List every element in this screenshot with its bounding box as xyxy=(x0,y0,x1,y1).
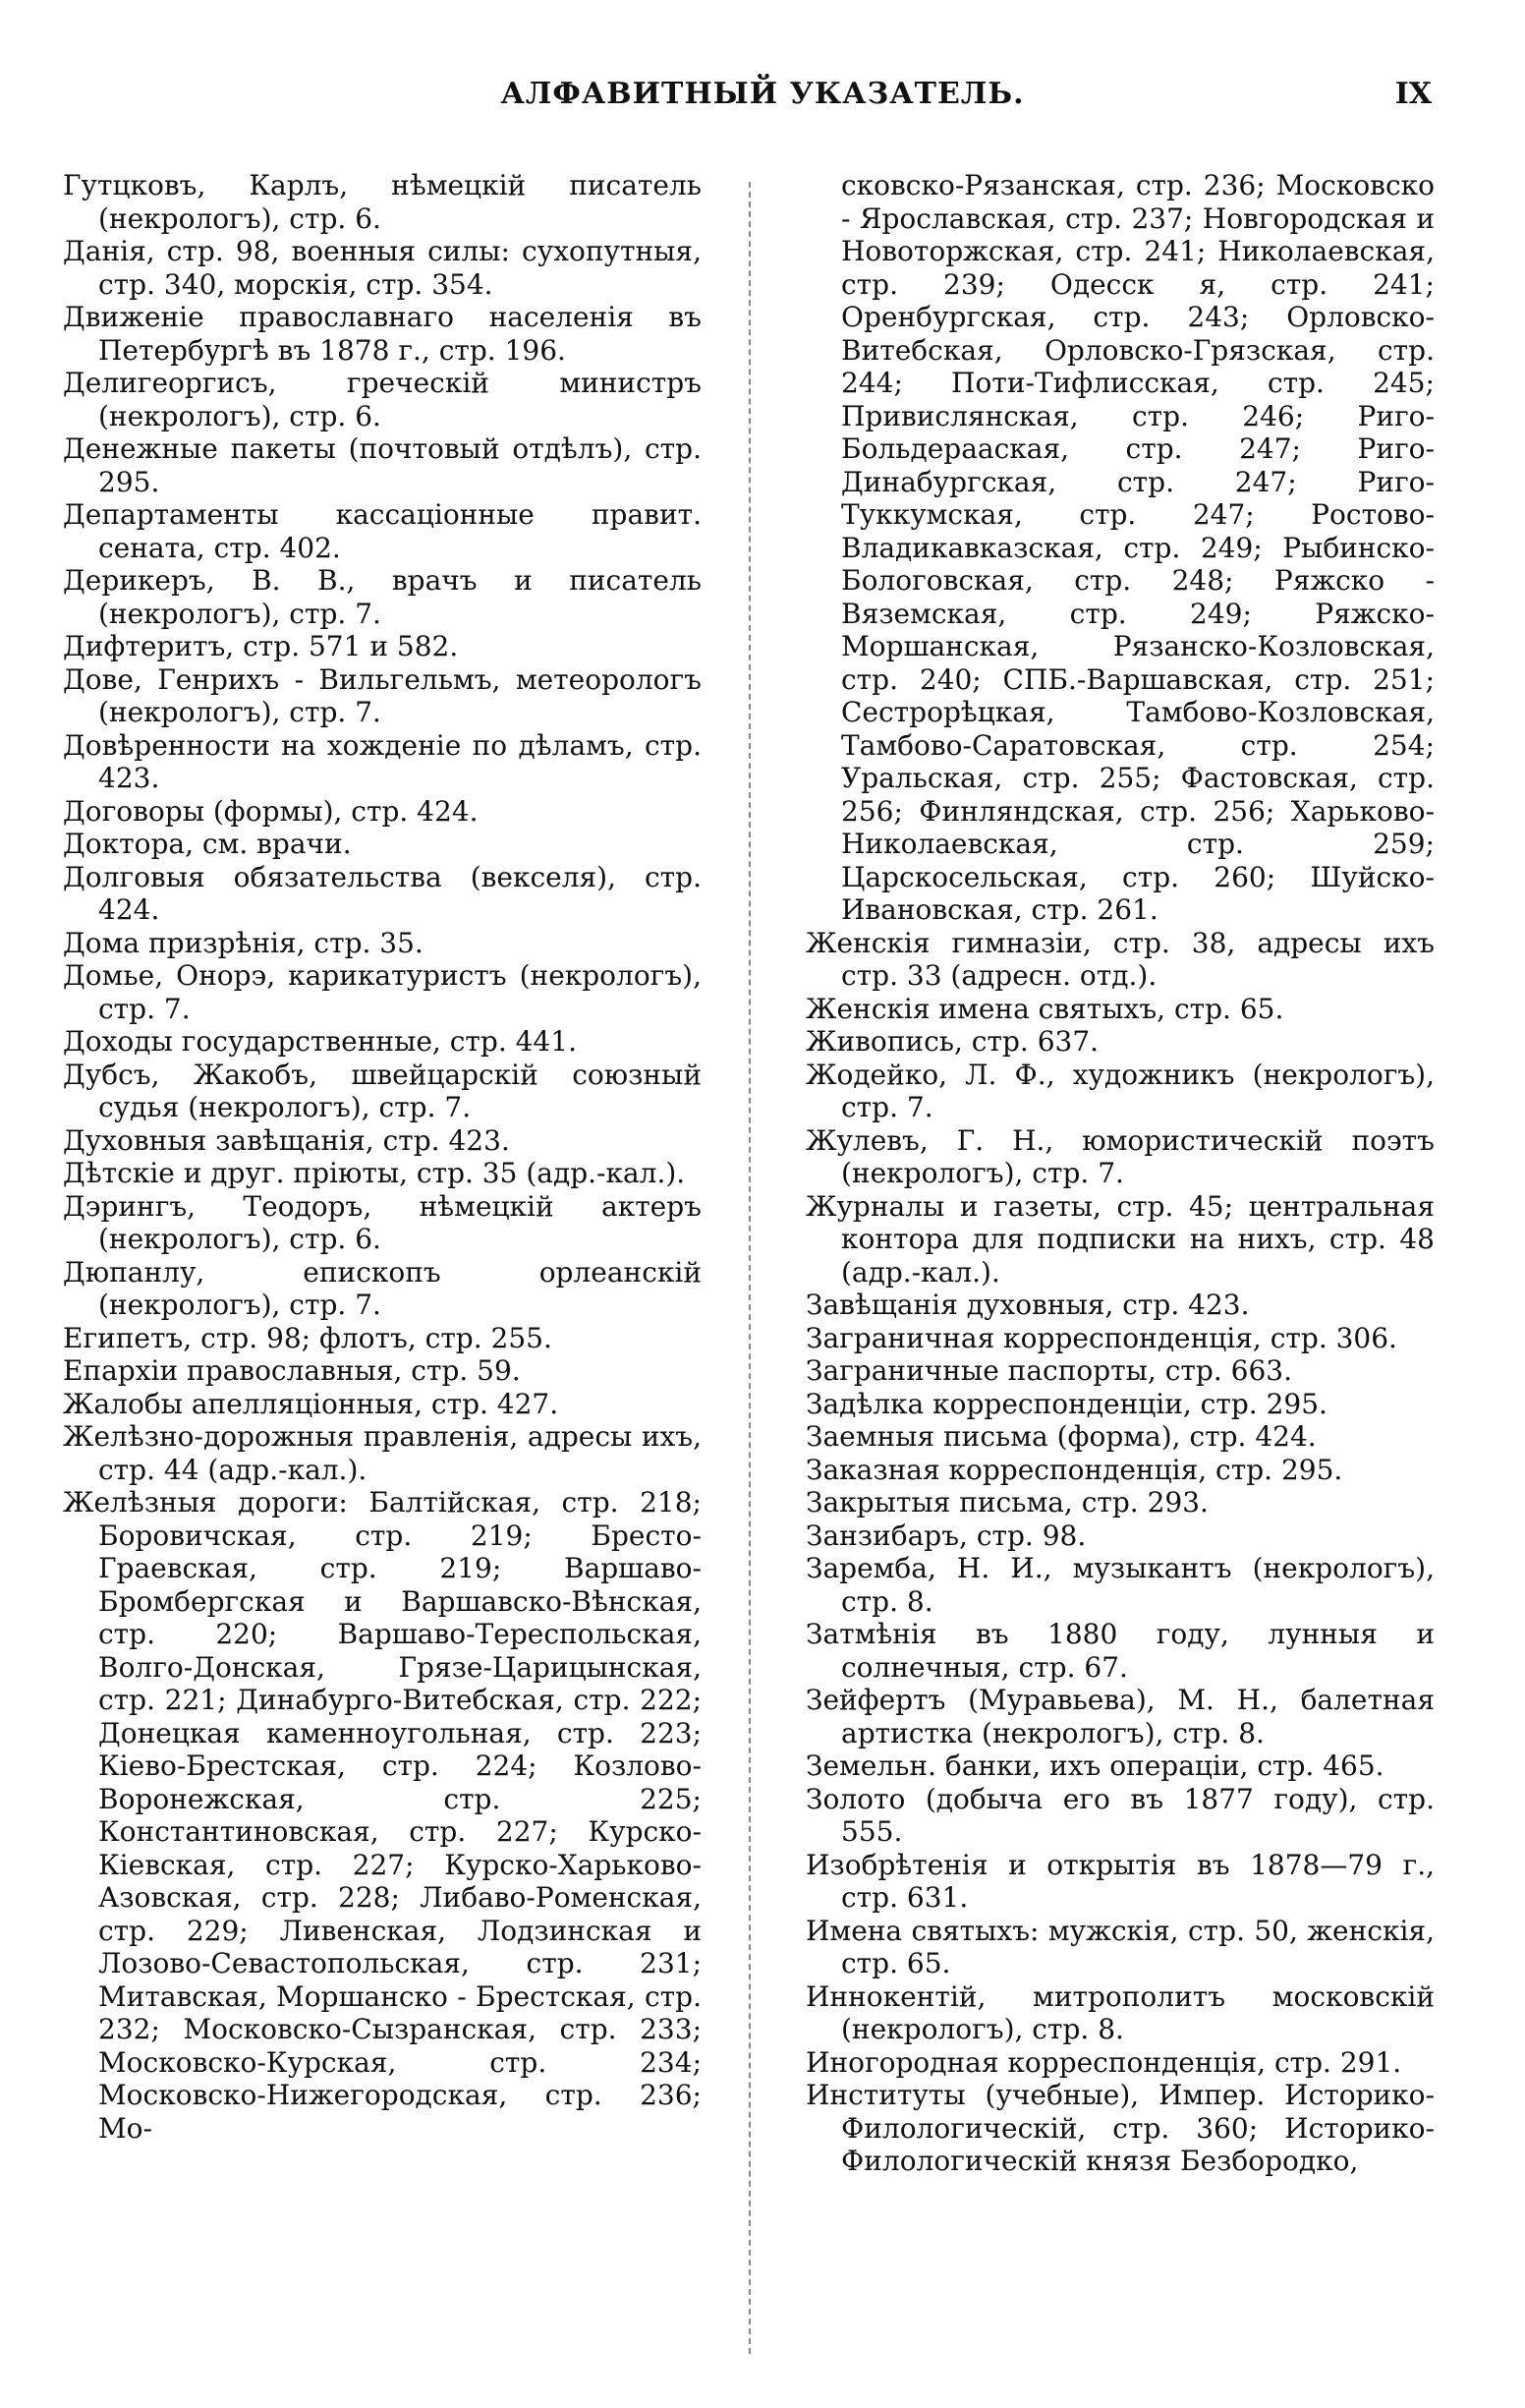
index-entry: Изобрѣтенія и открытія въ 1878—79 г., стр. 631. xyxy=(806,1848,1435,1914)
left-column xyxy=(63,169,702,2145)
page-title: АЛФАВИТНЫЙ УКАЗАТЕЛЬ. xyxy=(500,77,1025,111)
index-entry: Гутцковъ, Карлъ, нѣмецкій писатель (некрологъ), стр. 6. xyxy=(63,169,702,235)
index-entry: Земельн. банки, ихъ операціи, стр. 465. xyxy=(806,1749,1384,1782)
index-entry: Институты (учебные), Импер. Историко-Филологическій, стр. 360; Историко-Филологическій князя Безбородко, xyxy=(806,2079,1435,2177)
index-entry: Журналы и газеты, стр. 45; центральная контора для подписки на нихъ, стр. 48 (адр.-кал.). xyxy=(806,1189,1435,1289)
index-entry: Жалобы апелляціонныя, стр. 427. xyxy=(63,1387,559,1420)
index-entry: Занзибаръ, стр. 98. xyxy=(806,1519,1087,1552)
index-entry: Дове, Генрихъ - Вильгельмъ, метеорологъ (некрологъ), стр. 7. xyxy=(63,662,702,728)
index-entry: Заремба, Н. И., музыкантъ (некрологъ), стр. 8. xyxy=(806,1552,1435,1618)
index-entry: Дѣтскіе и друг. пріюты, стр. 35 (адр.-кал.). xyxy=(63,1157,686,1189)
index-entry: Движеніе православнаго населенія въ Петербургѣ въ 1878 г., стр. 196. xyxy=(63,301,702,367)
index-entry: Зейфертъ (Муравьева), М. Н., балетная артистка (некрологъ), стр. 8. xyxy=(806,1684,1435,1749)
index-entry: Имена святыхъ: мужскія, стр. 50, женскія, стр. 65. xyxy=(806,1914,1435,1979)
index-entry: Дубсъ, Жакобъ, швейцарскій союзный судья (некрологъ), стр. 7. xyxy=(63,1058,702,1123)
index-entry: Желѣзныя дороги: Балтійская, стр. 218; Боровичская, стр. 219; Бресто-Граевская, стр. 219; Варшаво-Бромбергская и Варшавско-Вѣнская, стр. 220; Варшаво-Тереспольская, Волго-Донская, Грязе-Царицынская, стр. 221; Динабурго-Витебская, стр. 222; Донецкая каменноугольная, стр. 223; Кіево-Брестская, стр. 224; Козлово-Воронежская, стр. 225; Константиновская, стр. 227; Курско-Кіевская, стр. 227; Курско-Харьково-Азовская, стр. 228; Либаво-Роменская, стр. 229; Ливенская, Лодзинская и Лозово-Севастопольская, стр. 231; Митавская, Моршанско - Брестская, стр. 232; Московско-Сызранская, стр. 233; Московско-Курская, стр. 234; Московско-Нижегородская, стр. 236; Мо- xyxy=(63,1486,702,2145)
index-entry: Дома призрѣнія, стр. 35. xyxy=(63,926,424,959)
index-entry: Живопись, стр. 637. xyxy=(806,1025,1100,1058)
index-entry: Египетъ, стр. 98; флотъ, стр. 255. xyxy=(63,1321,552,1354)
index-entry: Договоры (формы), стр. 424. xyxy=(63,794,479,828)
index-entry: Затмѣнія въ 1880 году, лунныя и солнечныя, стр. 67. xyxy=(806,1618,1435,1684)
index-entry: Жодейко, Л. Ф., художникъ (некрологъ), стр. 7. xyxy=(806,1058,1435,1123)
index-entry: Иннокентій, митрополитъ московскій (некрологъ), стр. 8. xyxy=(806,1979,1435,2045)
index-entry: Епархіи православныя, стр. 59. xyxy=(63,1354,521,1387)
index-entry: Дифтеритъ, стр. 571 и 582. xyxy=(63,630,459,662)
page-number: IX xyxy=(1394,77,1432,111)
index-entry: Денежные пакеты (почтовый отдѣлъ), стр. 295. xyxy=(63,432,702,498)
index-entry: Домье, Онорэ, карикатуристъ (некрологъ), стр. 7. xyxy=(63,959,702,1025)
index-entry: Завѣщанія духовныя, стр. 423. xyxy=(806,1289,1250,1321)
index-entry: Довѣренности на хожденіе по дѣламъ, стр. 423. xyxy=(63,728,702,794)
index-entry: Дюпанлу, епископъ орлеанскій (некрологъ), стр. 7. xyxy=(63,1255,702,1321)
index-entry-continued: сковско-Рязанская, стр. 236; Московско - Ярославская, стр. 237; Новгородская и Новоторжская, стр. 241; Николаевская, стр. 239; Одесск я, стр. 241; Оренбургская, стр. 243; Орловско-Витебская, Орловско-Грязская, стр. 244; Поти-Тифлисская, стр. 245; Привислянская, стр. 246; Риго-Больдерааская, стр. 247; Риго-Динабургская, стр. 247; Риго-Туккумская, стр. 247; Ростово-Владикавказская, стр. 249; Рыбинско-Бологовская, стр. 248; Ряжско - Вяземская, стр. 249; Ряжско-Моршанская, Рязанско-Козловская, стр. 240; СПБ.-Варшавская, стр. 251; Сестрорѣцкая, Тамбово-Козловская, Тамбово-Саратовская, стр. 254; Уральская, стр. 255; Фастовская, стр. 256; Финляндская, стр. 256; Харьково-Николаевская, стр. 259; Царскосельская, стр. 260; Шуйско-Ивановская, стр. 261. xyxy=(841,169,1435,926)
index-entry: Заемныя письма (форма), стр. 424. xyxy=(806,1420,1317,1453)
index-entry: Иногородная корреспонденція, стр. 291. xyxy=(806,2045,1402,2079)
index-entry: Дерикеръ, В. В., врачъ и писатель (некрологъ), стр. 7. xyxy=(63,564,702,630)
index-entry: Заграничные паспорты, стр. 663. xyxy=(806,1354,1292,1387)
column-divider xyxy=(749,182,751,2354)
index-entry: Задѣлка корреспонденціи, стр. 295. xyxy=(806,1387,1327,1420)
index-entry: Золото (добыча его въ 1877 году), стр. 555. xyxy=(806,1782,1435,1848)
index-entry: Доходы государственные, стр. 441. xyxy=(63,1025,577,1058)
index-entry: Закрытыя письма, стр. 293. xyxy=(806,1486,1209,1519)
index-entry: Доктора, см. врачи. xyxy=(63,828,352,860)
index-entry: Духовныя завѣщанія, стр. 423. xyxy=(63,1123,510,1157)
index-entry: Долговыя обязательства (векселя), стр. 424. xyxy=(63,860,702,926)
right-column xyxy=(806,169,1435,2178)
page-header xyxy=(0,77,1525,116)
index-entry: Заграничная корреспонденція, стр. 306. xyxy=(806,1321,1397,1354)
index-entry: Департаменты кассаціонные правит. сената, стр. 402. xyxy=(63,498,702,564)
index-entry: Заказная корреспонденція, стр. 295. xyxy=(806,1453,1343,1486)
index-entry: Данія, стр. 98, военныя силы: сухопутныя, стр. 340, морскія, стр. 354. xyxy=(63,235,702,301)
index-entry: Жулевъ, Г. Н., юмористическій поэтъ (некрологъ), стр. 7. xyxy=(806,1123,1435,1189)
index-entry: Женскія имена святыхъ, стр. 65. xyxy=(806,992,1284,1025)
index-entry: Делигеоргисъ, греческій министръ (некрологъ), стр. 6. xyxy=(63,367,702,432)
index-entry: Дэрингъ, Теодоръ, нѣмецкій актеръ (некрологъ), стр. 6. xyxy=(63,1189,702,1255)
index-entry: Желѣзно-дорожныя правленія, адресы ихъ, стр. 44 (адр.-кал.). xyxy=(63,1420,702,1486)
index-entry: Женскія гимназіи, стр. 38, адресы ихъ стр. 33 (адресн. отд.). xyxy=(806,926,1435,992)
